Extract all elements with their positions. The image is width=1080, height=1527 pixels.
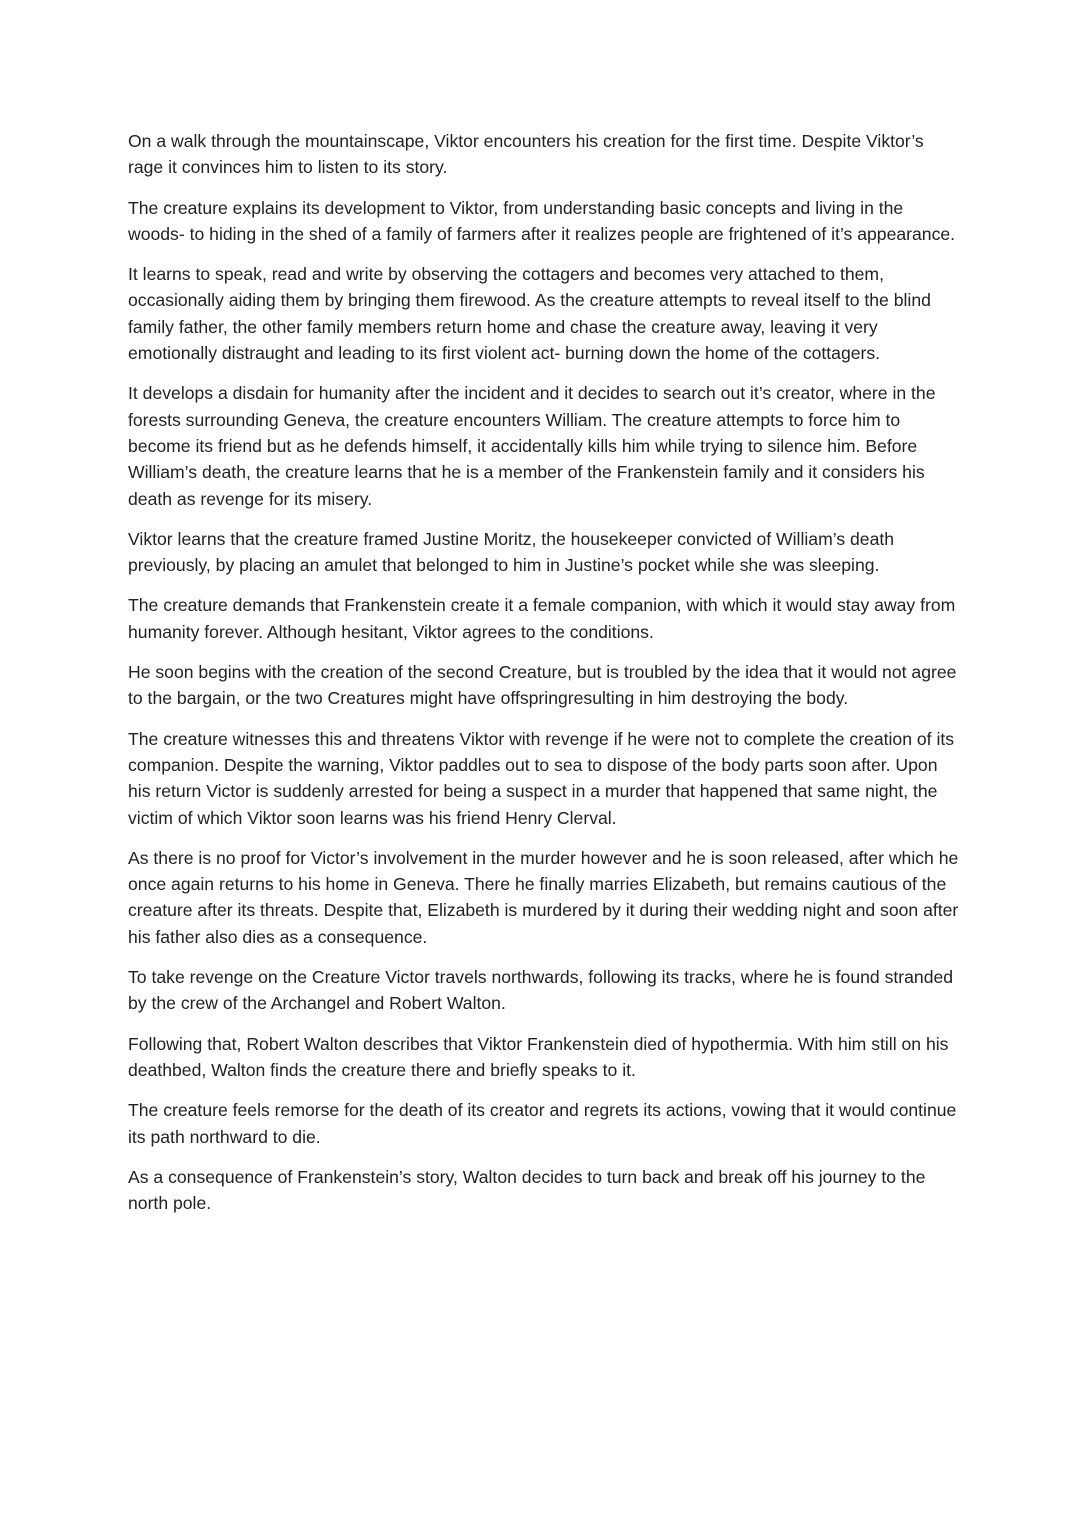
paragraph-5: Viktor learns that the creature framed Justine Moritz, the housekeeper convicted of William’s death previously, by placing an amulet that belonged to him in Justine’s pocket while she was sleeping. — [128, 528, 895, 576]
paragraph-1: On a walk through the mountainscape, Viktor encounters his creation for the first time. Despite Viktor’s rage it convinces him to listen to its story. — [128, 131, 924, 178]
paragraph-9: As there is no proof for Victor’s involvement in the murder however and he is soon released, after which he once again returns to his home in Geneva. There he finally marries Elizabeth, but remains cautious of the creature after its threats. Despite that, Elizabeth is murdered by it during their wedding night and soon after his father also dies as a consequence. — [128, 847, 959, 947]
paragraph-4: It develops a disdain for humanity after the incident and it decides to search out it’s creator, where in the forests surrounding Geneva, the creature encounters William. The creature attempts to force him to become its friend but as he defends himself, it accidentally kills him while trying to silence him. Before William’s death, the creature learns that he is a member of the Frankenstein family and it considers his death as revenge for its misery. — [128, 383, 936, 509]
paragraph-6: The creature demands that Frankenstein create it a female companion, with which it would stay away from humanity forever. Although hesitant, Viktor agrees to the conditions. — [128, 595, 956, 642]
paragraph-7: He soon begins with the creation of the second Creature, but is troubled by the idea that it would not agree to the bargain, or the two Creatures might have offspringresulting in him destroying the body. — [128, 662, 957, 709]
paragraph-3: It learns to speak, read and write by observing the cottagers and becomes very attached to them, occasionally aiding them by bringing them firewood. As the creature attempts to reveal itself to the blind family father, the other family members return home and chase the creature away, leaving it very emotionally distraught and leading to its first violent act- burning down the home of the cottagers. — [128, 264, 931, 364]
paragraph-13: As a consequence of Frankenstein’s story, Walton decides to turn back and break off his journey to the north pole. — [128, 1166, 926, 1214]
paragraph-11: Following that, Robert Walton describes that Viktor Frankenstein died of hypothermia. With him still on his deathbed, Walton finds the creature there and briefly speaks to it. — [128, 1033, 949, 1080]
paragraph-2: The creature explains its development to Viktor, from understanding basic concepts and living in the woods- to hiding in the shed of a family of farmers after it realizes people are frightened of it’s appearance. — [128, 197, 956, 244]
document-body — [128, 128, 960, 1230]
paragraph-10: To take revenge on the Creature Victor travels northwards, following its tracks, where he is found stranded by the crew of the Archangel and Robert Walton. — [128, 967, 954, 1014]
paragraph-8: The creature witnesses this and threatens Viktor with revenge if he were not to complete the creation of its companion. Despite the warning, Viktor paddles out to sea to dispose of the body parts soon after. Upon his return Victor is suddenly arrested for being a suspect in a murder that happened that same night, the victim of which Viktor soon learns was his friend Henry Clerval. — [128, 728, 955, 828]
paragraph-12: The creature feels remorse for the death of its creator and regrets its actions, vowing that it would continue its path northward to die. — [128, 1100, 957, 1147]
